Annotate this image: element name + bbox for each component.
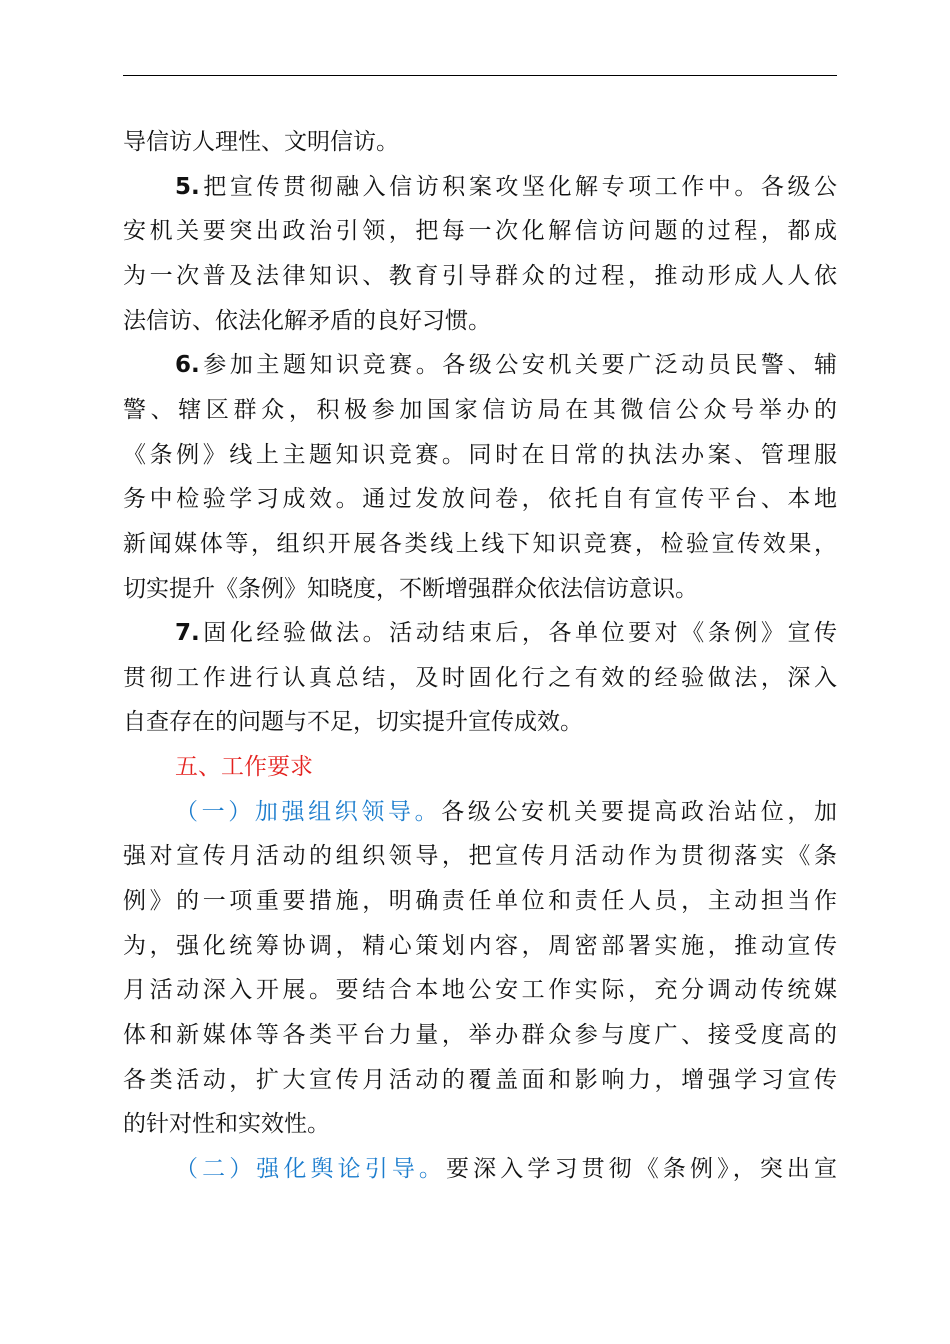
text-line bbox=[123, 1063, 837, 1097]
item-number: 5. bbox=[175, 173, 200, 200]
text-line bbox=[123, 572, 837, 606]
text-line bbox=[123, 125, 837, 159]
text-segment: 的针对性和实效性。 bbox=[123, 1111, 330, 1138]
text-line bbox=[123, 1107, 837, 1141]
text-segment: 导信访人理性、文明信访。 bbox=[123, 129, 399, 155]
text-segment: 各级公安机关要提高政治站位，加 bbox=[441, 798, 837, 825]
text-segment: 参加主题知识竞赛。各级公安机关要广泛动员民警、辅 bbox=[199, 352, 837, 379]
text-line bbox=[175, 750, 837, 784]
section-heading: 五、工作要求 bbox=[175, 754, 313, 781]
text-segment: 例》的一项重要措施，明确责任单位和责任人员，主动担当作 bbox=[123, 888, 837, 915]
text-segment: 为，强化统筹协调，精心策划内容，周密部署实施，推动宣传 bbox=[123, 932, 837, 959]
text-segment: 各类活动，扩大宣传月活动的覆盖面和影响力，增强学习宣传 bbox=[123, 1066, 837, 1093]
subsection-heading: （一）加强组织领导。 bbox=[175, 798, 442, 825]
text-line bbox=[123, 1018, 837, 1052]
text-line bbox=[123, 259, 837, 293]
text-line bbox=[123, 884, 837, 918]
text-line bbox=[123, 438, 837, 472]
text-segment: 警、辖区群众，积极参加国家信访局在其微信公众号举办的 bbox=[123, 396, 837, 423]
text-segment: 强对宣传月活动的组织领导，把宣传月活动作为贯彻落实《条 bbox=[123, 843, 837, 870]
text-segment: 切实提升《条例》知晓度，不断增强群众依法信访意识。 bbox=[123, 575, 698, 602]
text-line bbox=[175, 348, 837, 382]
item-number: 7. bbox=[175, 620, 200, 647]
text-segment: 月活动深入开展。要结合本地公安工作实际，充分调动传统媒 bbox=[123, 977, 837, 1004]
text-line bbox=[175, 795, 837, 829]
text-line bbox=[123, 393, 837, 427]
item-number: 6. bbox=[175, 352, 200, 379]
text-segment: 自查存在的问题与不足，切实提升宣传成效。 bbox=[123, 709, 583, 736]
text-line bbox=[123, 705, 837, 739]
text-segment: 贯彻工作进行认真总结，及时固化行之有效的经验做法，深入 bbox=[123, 664, 837, 691]
header-rule bbox=[123, 75, 837, 76]
text-segment: 固化经验做法。活动结束后，各单位要对《条例》宣传 bbox=[199, 620, 837, 647]
text-segment: 新闻媒体等，组织开展各类线上线下知识竞赛，检验宣传效果， bbox=[123, 530, 837, 557]
text-line bbox=[175, 616, 837, 650]
text-segment: 要深入学习贯彻《条例》，突出宣 bbox=[446, 1155, 838, 1182]
text-segment: 务中检验学习成效。通过发放问卷，依托自有宣传平台、本地 bbox=[123, 486, 837, 513]
text-line bbox=[123, 839, 837, 873]
subsection-heading: （二）强化舆论引导。 bbox=[175, 1155, 447, 1182]
text-segment: 体和新媒体等各类平台力量，举办群众参与度广、接受度高的 bbox=[123, 1022, 837, 1048]
text-line bbox=[175, 1152, 837, 1186]
text-segment: 法信访、依法化解矛盾的良好习惯。 bbox=[123, 307, 491, 334]
text-line bbox=[123, 214, 837, 248]
text-line bbox=[123, 304, 837, 338]
text-segment: 为一次普及法律知识、教育引导群众的过程，推动形成人人依 bbox=[123, 262, 837, 289]
text-segment: 把宣传贯彻融入信访积案攻坚化解专项工作中。各级公 bbox=[199, 173, 837, 200]
text-segment: 《条例》线上主题知识竞赛。同时在日常的执法办案、管理服 bbox=[123, 441, 837, 468]
text-line bbox=[123, 527, 837, 561]
text-line bbox=[175, 170, 837, 204]
text-line bbox=[123, 482, 837, 516]
text-line bbox=[123, 661, 837, 695]
text-line bbox=[123, 929, 837, 963]
text-line bbox=[123, 973, 837, 1007]
text-segment: 安机关要突出政治引领，把每一次化解信访问题的过程，都成 bbox=[123, 218, 837, 245]
